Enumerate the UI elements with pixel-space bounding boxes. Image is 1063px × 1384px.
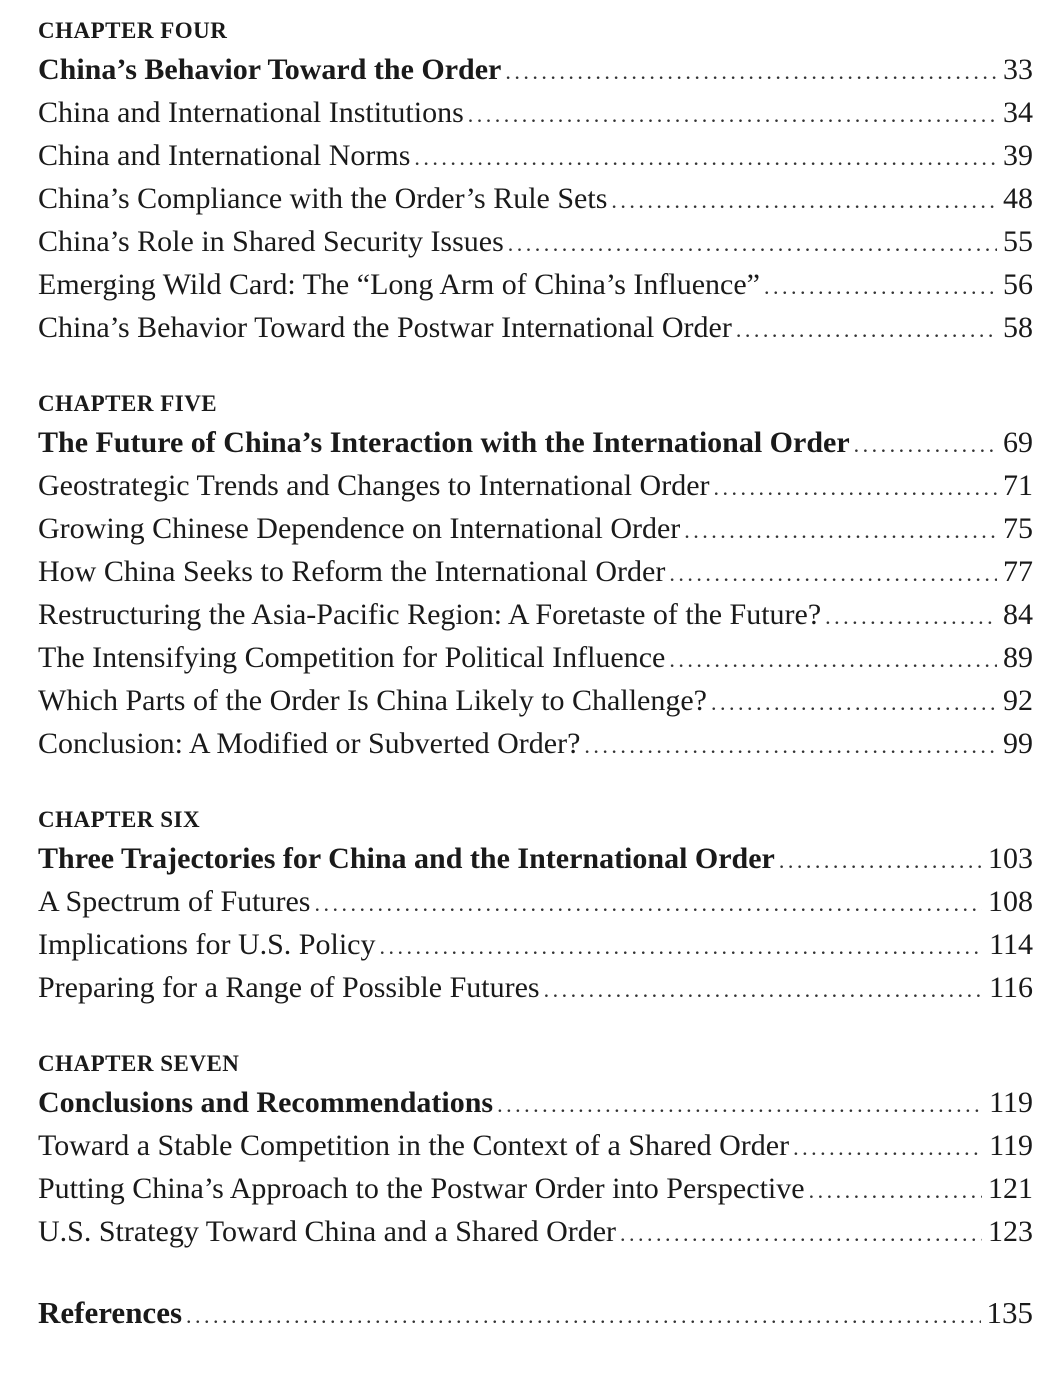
references-title: References bbox=[38, 1295, 183, 1330]
chapter-title: Conclusions and Recommendations bbox=[38, 1086, 494, 1119]
section-entry[interactable] bbox=[38, 966, 1033, 1009]
section-title: Growing Chinese Dependence on International Order bbox=[38, 512, 681, 545]
dot-leader bbox=[764, 265, 997, 308]
page-number: 58 bbox=[1003, 311, 1033, 344]
page-number: 48 bbox=[1003, 182, 1033, 215]
section-title: Toward a Stable Competition in the Context of a Shared Order bbox=[38, 1129, 790, 1162]
page-number: 56 bbox=[1003, 268, 1033, 301]
chapter-title: China’s Behavior Toward the Order bbox=[38, 53, 502, 86]
chapter-six bbox=[38, 803, 1033, 1009]
section-title: China’s Role in Shared Security Issues bbox=[38, 225, 504, 258]
section-title: Emerging Wild Card: The “Long Arm of China’s Influence” bbox=[38, 268, 760, 301]
page-number: 123 bbox=[988, 1215, 1033, 1248]
page-number: 92 bbox=[1003, 684, 1033, 717]
page-number: 108 bbox=[988, 885, 1033, 918]
chapter-title-entry[interactable] bbox=[38, 48, 1033, 91]
chapter-five bbox=[38, 387, 1033, 765]
section-entry[interactable] bbox=[38, 220, 1033, 263]
section-entry[interactable] bbox=[38, 91, 1033, 134]
section-entry[interactable] bbox=[38, 593, 1033, 636]
chapter-label: CHAPTER FIVE bbox=[38, 391, 218, 416]
section-title: The Intensifying Competition for Political Influence bbox=[38, 641, 666, 674]
dot-leader bbox=[414, 136, 997, 179]
section-title: Putting China’s Approach to the Postwar Order into Perspective bbox=[38, 1172, 805, 1205]
section-entry[interactable] bbox=[38, 306, 1033, 349]
section-title: China and International Norms bbox=[38, 139, 411, 172]
section-entry[interactable] bbox=[38, 134, 1033, 177]
dot-leader bbox=[497, 1083, 983, 1126]
dot-leader bbox=[809, 1169, 982, 1212]
chapter-label: CHAPTER SIX bbox=[38, 807, 201, 832]
chapter-title: The Future of China’s Interaction with the International Order bbox=[38, 426, 850, 459]
section-title: Implications for U.S. Policy bbox=[38, 928, 376, 961]
section-entry[interactable] bbox=[38, 263, 1033, 306]
chapter-seven bbox=[38, 1047, 1033, 1253]
section-title: China’s Behavior Toward the Postwar International Order bbox=[38, 311, 732, 344]
section-entry[interactable] bbox=[38, 1210, 1033, 1253]
page-number: 119 bbox=[989, 1129, 1033, 1162]
section-title: China’s Compliance with the Order’s Rule Sets bbox=[38, 182, 608, 215]
dot-leader bbox=[584, 724, 997, 767]
dot-leader bbox=[620, 1212, 982, 1255]
dot-leader bbox=[314, 882, 982, 925]
page-number: 75 bbox=[1003, 512, 1033, 545]
page-number: 89 bbox=[1003, 641, 1033, 674]
chapter-label: CHAPTER SEVEN bbox=[38, 1051, 240, 1076]
chapter-title: Three Trajectories for China and the International Order bbox=[38, 842, 775, 875]
dot-leader bbox=[714, 466, 998, 509]
page-number: 135 bbox=[986, 1295, 1033, 1330]
chapter-title-entry[interactable] bbox=[38, 421, 1033, 464]
section-entry[interactable] bbox=[38, 177, 1033, 220]
dot-leader bbox=[736, 308, 997, 351]
section-title: How China Seeks to Reform the International Order bbox=[38, 555, 666, 588]
page-number: 55 bbox=[1003, 225, 1033, 258]
section-title: Geostrategic Trends and Changes to International Order bbox=[38, 469, 710, 502]
section-entry[interactable] bbox=[38, 722, 1033, 765]
dot-leader bbox=[186, 1294, 980, 1337]
section-title: Which Parts of the Order Is China Likely to Challenge? bbox=[38, 684, 707, 717]
dot-leader bbox=[711, 681, 997, 724]
dot-leader bbox=[611, 179, 997, 222]
dot-leader bbox=[505, 50, 997, 93]
dot-leader bbox=[793, 1126, 983, 1169]
page-number: 39 bbox=[1003, 139, 1033, 172]
section-entry[interactable] bbox=[38, 679, 1033, 722]
page-number: 119 bbox=[989, 1086, 1033, 1119]
page-number: 121 bbox=[988, 1172, 1033, 1205]
chapter-title-entry[interactable] bbox=[38, 1081, 1033, 1124]
chapter-title-entry[interactable] bbox=[38, 837, 1033, 880]
section-entry[interactable] bbox=[38, 1124, 1033, 1167]
dot-leader bbox=[854, 423, 997, 466]
page-number: 103 bbox=[988, 842, 1033, 875]
chapter-label: CHAPTER FOUR bbox=[38, 18, 228, 43]
section-title: Restructuring the Asia-Pacific Region: A Foretaste of the Future? bbox=[38, 598, 822, 631]
dot-leader bbox=[468, 93, 997, 136]
section-entry[interactable] bbox=[38, 880, 1033, 923]
page-number: 114 bbox=[989, 928, 1033, 961]
section-entry[interactable] bbox=[38, 507, 1033, 550]
dot-leader bbox=[684, 509, 997, 552]
page-number: 99 bbox=[1003, 727, 1033, 760]
dot-leader bbox=[779, 839, 982, 882]
page-number: 84 bbox=[1003, 598, 1033, 631]
section-entry[interactable] bbox=[38, 923, 1033, 966]
section-title: Conclusion: A Modified or Subverted Order? bbox=[38, 727, 581, 760]
page-number: 77 bbox=[1003, 555, 1033, 588]
page-number: 69 bbox=[1003, 426, 1033, 459]
chapter-four bbox=[38, 14, 1033, 349]
page-number: 71 bbox=[1003, 469, 1033, 502]
dot-leader bbox=[508, 222, 997, 265]
dot-leader bbox=[379, 925, 983, 968]
dot-leader bbox=[825, 595, 997, 638]
dot-leader bbox=[669, 552, 997, 595]
page-number: 33 bbox=[1003, 53, 1033, 86]
section-title: Preparing for a Range of Possible Futures bbox=[38, 971, 540, 1004]
section-title: China and International Institutions bbox=[38, 96, 464, 129]
references-section bbox=[38, 1291, 1033, 1334]
page-number: 34 bbox=[1003, 96, 1033, 129]
page-number: 116 bbox=[989, 971, 1033, 1004]
section-title: A Spectrum of Futures bbox=[38, 885, 311, 918]
section-entry[interactable] bbox=[38, 1167, 1033, 1210]
section-entry[interactable] bbox=[38, 464, 1033, 507]
dot-leader bbox=[544, 968, 984, 1011]
section-entry[interactable] bbox=[38, 550, 1033, 593]
section-entry[interactable] bbox=[38, 636, 1033, 679]
dot-leader bbox=[669, 638, 997, 681]
references-entry[interactable] bbox=[38, 1291, 1033, 1334]
section-title: U.S. Strategy Toward China and a Shared Order bbox=[38, 1215, 617, 1248]
